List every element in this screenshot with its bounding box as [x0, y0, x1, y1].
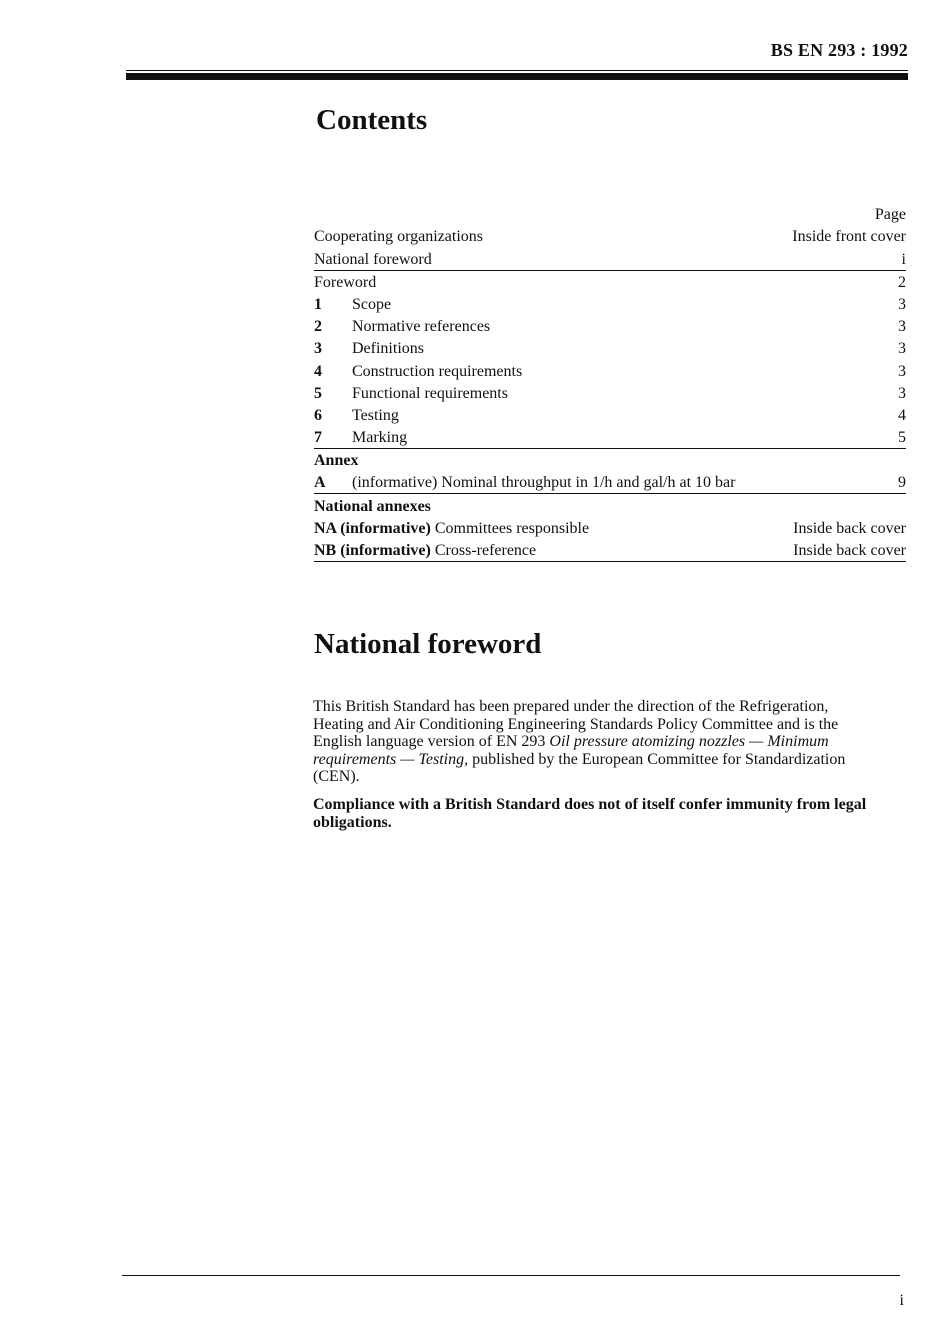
toc-row-clause-7: [314, 426, 906, 449]
toc-page: Inside back cover: [793, 519, 906, 537]
toc-label: Foreword: [314, 273, 377, 291]
clause-number: 6: [314, 406, 322, 424]
toc-label: Cooperating organizations: [314, 228, 483, 246]
toc-row-foreword: [314, 271, 906, 293]
toc-page: 3: [898, 318, 906, 336]
clause-number: 5: [314, 384, 322, 402]
foreword-text-part1: This British Standard has been prepared under the direction of the Refrigeration, Heating and Air Conditioning Engineering Standards Policy Committee and is the English language version of EN 293: [313, 698, 839, 751]
toc-page: i: [901, 250, 906, 268]
clause-number: 2: [314, 318, 322, 336]
national-foreword-body: [313, 698, 883, 786]
footer-rule: [122, 1275, 900, 1276]
clause-number: 4: [314, 362, 322, 380]
national-annexes-heading: National annexes: [314, 497, 431, 515]
foreword-standard-title: Oil pressure atomizing nozzles — Minimum requirements — Testing: [313, 733, 829, 768]
toc-row-cooperating: [314, 225, 906, 247]
toc-page: 3: [898, 384, 906, 402]
toc-label: Marking: [352, 429, 408, 447]
toc-page: 3: [898, 340, 906, 358]
national-foreword-title: National foreword: [314, 628, 542, 660]
toc-label: Definitions: [352, 340, 424, 358]
toc-row-na: [314, 517, 906, 539]
document-identifier: BS EN 293 : 1992: [770, 40, 908, 60]
toc-row-clause-6: [314, 404, 906, 426]
toc-row-clause-3: [314, 337, 906, 359]
toc-page-column-header: [314, 203, 906, 225]
compliance-statement: Compliance with a British Standard does not of itself confer immunity from legal obligations.: [313, 796, 867, 831]
toc-row-annex-a: [314, 471, 906, 494]
toc-label: Committees responsible: [430, 519, 590, 537]
foreword-text-part2: , published by the European Committee for Standardization (CEN).: [313, 750, 846, 786]
toc-label: National foreword: [314, 250, 432, 268]
toc-label: Normative references: [352, 318, 491, 336]
toc-annex-heading: [314, 449, 906, 471]
toc-label: Scope: [352, 295, 392, 313]
clause-number: 7: [314, 429, 322, 447]
toc-page: 5: [898, 429, 906, 447]
toc-row-clause-2: [314, 315, 906, 337]
clause-number: 3: [314, 340, 322, 358]
toc-row-national-foreword: [314, 247, 906, 270]
toc-row-clause-1: [314, 293, 906, 315]
toc-page: 4: [898, 406, 906, 424]
contents-title: Contents: [316, 104, 428, 136]
toc-label: Construction requirements: [352, 362, 523, 380]
annex-letter: A: [314, 474, 326, 492]
toc-row-clause-5: [314, 382, 906, 404]
toc-label: (informative) Nominal throughput in 1/h and gal/h at 10 bar: [352, 474, 736, 492]
annex-heading: Annex: [314, 452, 359, 470]
toc-national-annexes-heading: [314, 494, 906, 516]
toc-page: 2: [898, 273, 906, 291]
toc-label: Testing: [352, 406, 399, 424]
toc-row-clause-4: [314, 359, 906, 381]
toc-page: 3: [898, 362, 906, 380]
toc-page: 9: [898, 474, 906, 492]
table-of-contents: [314, 203, 906, 562]
page-number: i: [899, 1292, 904, 1309]
annex-code: NA (informative): [314, 519, 431, 537]
header-thin-rule: [126, 70, 908, 71]
toc-row-nb: [314, 539, 906, 562]
clause-number: 1: [314, 295, 322, 313]
annex-code: NB (informative): [314, 542, 431, 559]
toc-page: 3: [898, 295, 906, 313]
toc-label: Functional requirements: [352, 384, 508, 402]
page-column-label: Page: [874, 206, 906, 224]
header-thick-rule: [126, 73, 908, 80]
toc-page: Inside back cover: [793, 542, 906, 559]
toc-label: Cross-reference: [430, 542, 537, 559]
toc-page: Inside front cover: [792, 228, 906, 246]
